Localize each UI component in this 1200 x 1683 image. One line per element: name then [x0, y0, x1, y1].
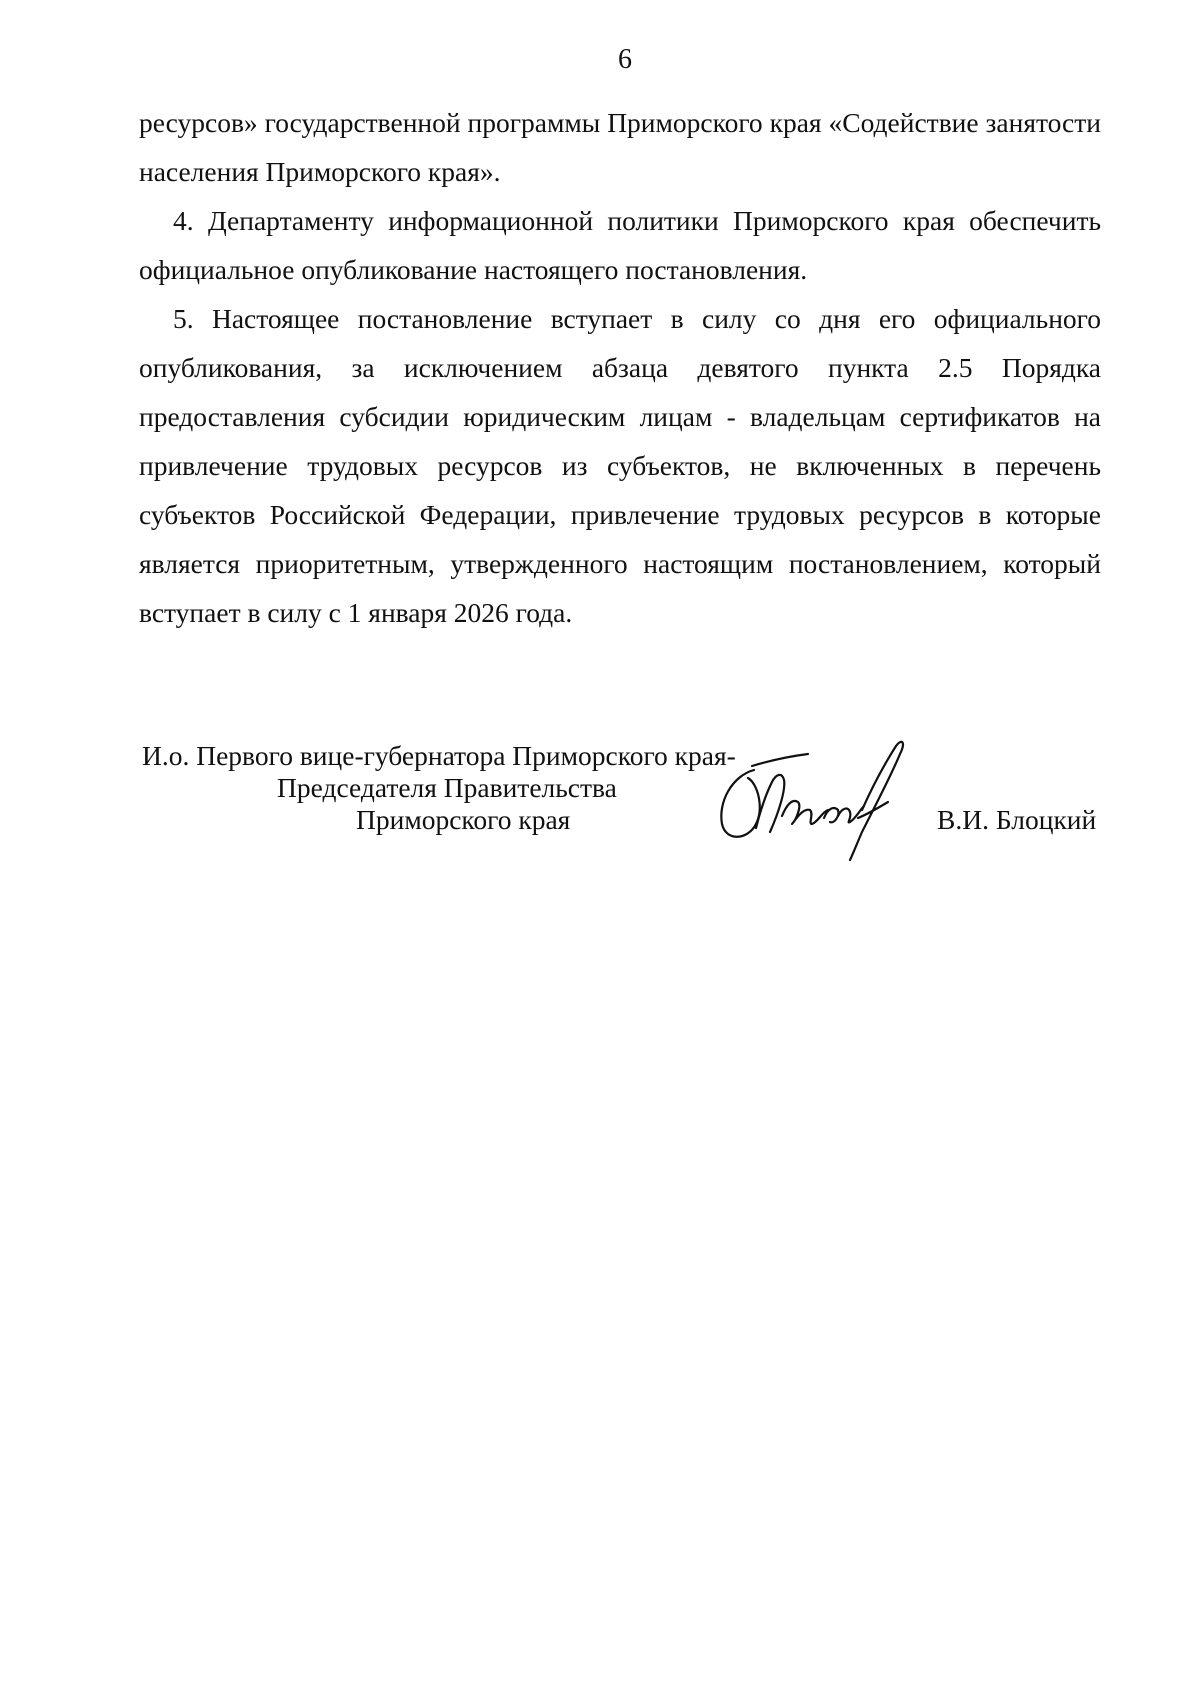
- document-body: [139, 98, 1101, 637]
- signer-name: В.И. Блоцкий: [937, 804, 1097, 835]
- paragraph-item-4: 4. Департаменту информационной политики Приморского края обеспечить официальное опубликование настоящего постановления.: [139, 205, 1101, 285]
- signature-block: [0, 740, 1200, 880]
- signer-position-line-2: Председателя Правительства: [277, 772, 617, 803]
- paragraph-continuation: ресурсов» государственной программы Приморского края «Содействие занятости населения Приморского края».: [139, 107, 1101, 187]
- signer-position-line-3: Приморского края: [356, 804, 571, 835]
- signer-position-line-1: И.о. Первого вице-губернатора Приморского края-: [142, 740, 736, 771]
- handwritten-signature-icon: [712, 732, 912, 862]
- page-number: 6: [618, 44, 632, 75]
- paragraph-item-5: 5. Настоящее постановление вступает в силу со дня его официального опубликования, за исключением абзаца девятого пункта 2.5 Порядка предоставления субсидии юридическим лицам - владельцам сертификатов на привлечение трудовых ресурсов из субъектов, не включенных в перечень субъектов Российской Федерации, привлечение трудовых ресурсов в которые является приоритетным, утвержденного настоящим постановлением, который вступает в силу с 1 января 2026 года.: [139, 303, 1101, 628]
